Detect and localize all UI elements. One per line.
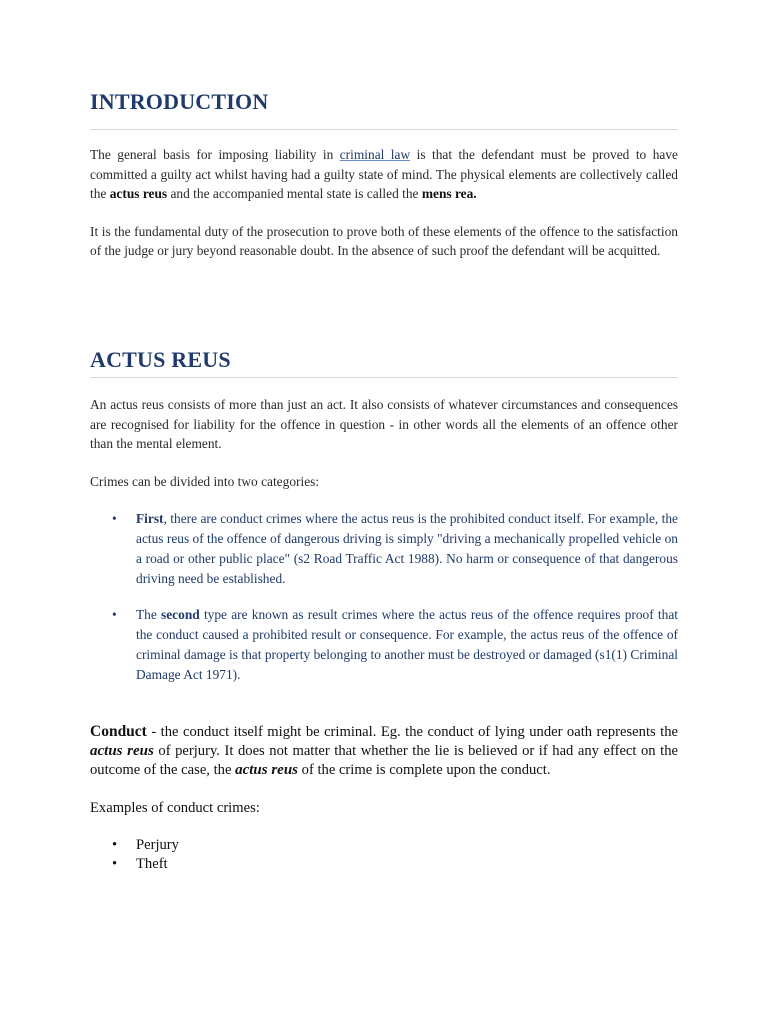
bullet-icon: • xyxy=(112,836,118,853)
list-item: • Perjury xyxy=(112,836,179,853)
introduction-heading: INTRODUCTION xyxy=(90,89,269,114)
intro-section xyxy=(90,89,678,261)
actus-paragraph-1: An actus reus consists of more than just an act. It also consists of whatever circumstances and consequences are recognised for liability for the offence in question - in other words all the elements of an offence other than the mental element. xyxy=(90,397,678,452)
heading-divider xyxy=(90,129,678,130)
examples-label: Examples of conduct crimes: xyxy=(90,799,260,816)
list-item: • The second type are known as result crimes where the actus reus of the offence requires proof that the conduct caused a prohibited result or consequence. For example, the actus reus of the offence of criminal damage is that property belonging to another must be destroyed or damaged (s1(1) Criminal Damage Act 1971). xyxy=(112,607,678,682)
bullet-icon: • xyxy=(112,855,118,872)
conduct-term: Conduct xyxy=(90,723,147,740)
list-item: • First, there are conduct crimes where the actus reus is the prohibited conduct itself. For example, the actus reus of the offence of dangerous driving is simply "driving a mechanically propelled vehicle on a road or other public place" (s2 Road Traffic Act 1988). No harm or consequence of that dangerous driving need be established. xyxy=(112,511,678,587)
heading-divider xyxy=(90,377,678,378)
actus-reus-term: actus reus xyxy=(109,186,168,202)
intro-paragraph-1: The general basis for imposing liability in criminal law is that the defendant must be proved to have committed a guilty act whilst having had a guilty state of mind. The physical elements are collectively called the actus reus and the accompanied mental state is called the mens rea. xyxy=(90,147,678,202)
categories-intro: Crimes can be divided into two categories: xyxy=(90,473,320,489)
mens-rea-term: mens rea. xyxy=(421,186,477,202)
actus-reus-section xyxy=(90,347,678,685)
conduct-section xyxy=(90,722,678,874)
bullet-icon: • xyxy=(112,511,117,527)
criminal-law-link[interactable]: criminal law xyxy=(339,147,411,162)
conduct-paragraph: Conduct - the conduct itself might be criminal. Eg. the conduct of lying under oath represents the actus reus of perjury. It does not matter that whether the lie is believed or if had any effect on the outcome of the case, the actus reus of the crime is complete upon the conduct. xyxy=(90,723,678,779)
crime-categories-list xyxy=(90,509,678,684)
bullet-icon: • xyxy=(112,607,117,622)
conduct-examples-list xyxy=(90,836,678,874)
actus-reus-heading: ACTUS REUS xyxy=(90,347,231,372)
list-item: • Theft xyxy=(112,855,168,872)
intro-paragraph-2: It is the fundamental duty of the prosecution to prove both of these elements of the offence to the satisfaction of the judge or jury beyond reasonable doubt. In the absence of such proof the defendant will be acquitted. xyxy=(90,223,678,259)
